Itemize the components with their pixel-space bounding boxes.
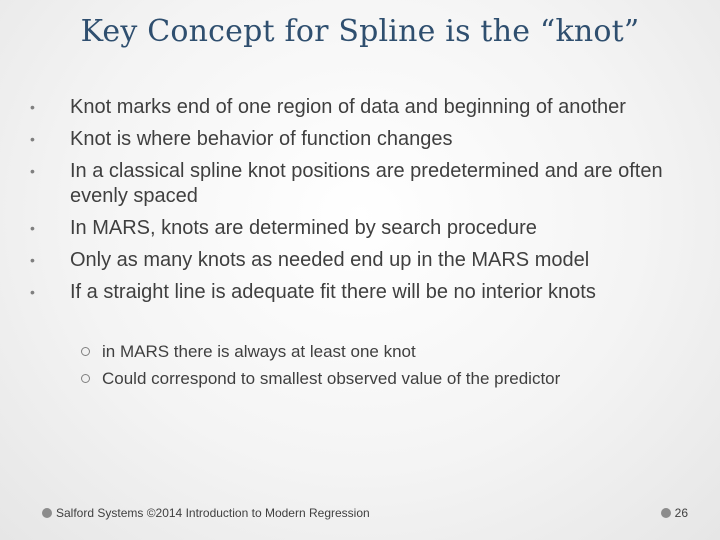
sub-bullet-list	[81, 338, 681, 392]
bullet-marker: •	[30, 99, 35, 115]
slide-footer	[42, 506, 370, 522]
bullet-item	[30, 159, 680, 209]
bullet-marker: •	[30, 131, 35, 147]
bullet-marker: •	[30, 252, 35, 268]
ring-bullet-icon	[81, 374, 90, 383]
page-number-text: 26	[674, 506, 688, 520]
bullet-text: In MARS, knots are determined by search procedure	[70, 217, 537, 239]
bullet-item	[30, 280, 680, 305]
bullet-text: Knot marks end of one region of data and beginning of another	[70, 96, 626, 118]
ring-bullet-icon	[81, 347, 90, 356]
bullet-item	[30, 127, 680, 152]
bullet-marker: •	[30, 163, 35, 179]
bullet-item	[30, 248, 680, 273]
bullet-item	[30, 216, 680, 241]
circle-icon	[661, 508, 671, 518]
circle-icon	[42, 508, 52, 518]
sub-bullet-text: Could correspond to smallest observed value of the predictor	[102, 369, 561, 388]
bullet-item	[30, 95, 680, 120]
sub-bullet-item	[81, 365, 681, 392]
bullet-marker: •	[30, 220, 35, 236]
slide-title: Key Concept for Spline is the “knot”	[80, 14, 640, 49]
bullet-text: Knot is where behavior of function changes	[70, 128, 453, 150]
bullet-marker: •	[30, 284, 35, 300]
bullet-text: Only as many knots as needed end up in the MARS model	[70, 249, 590, 271]
page-number	[661, 506, 688, 520]
bullet-text: If a straight line is adequate fit there will be no interior knots	[70, 281, 596, 303]
bullet-text: In a classical spline knot positions are predetermined and are often evenly spaced	[70, 160, 663, 207]
sub-bullet-item	[81, 338, 681, 365]
footer-text: Salford Systems ©2014 Introduction to Modern Regression	[56, 506, 370, 520]
sub-bullet-text: in MARS there is always at least one knot	[102, 342, 416, 361]
bullet-list	[30, 95, 680, 312]
